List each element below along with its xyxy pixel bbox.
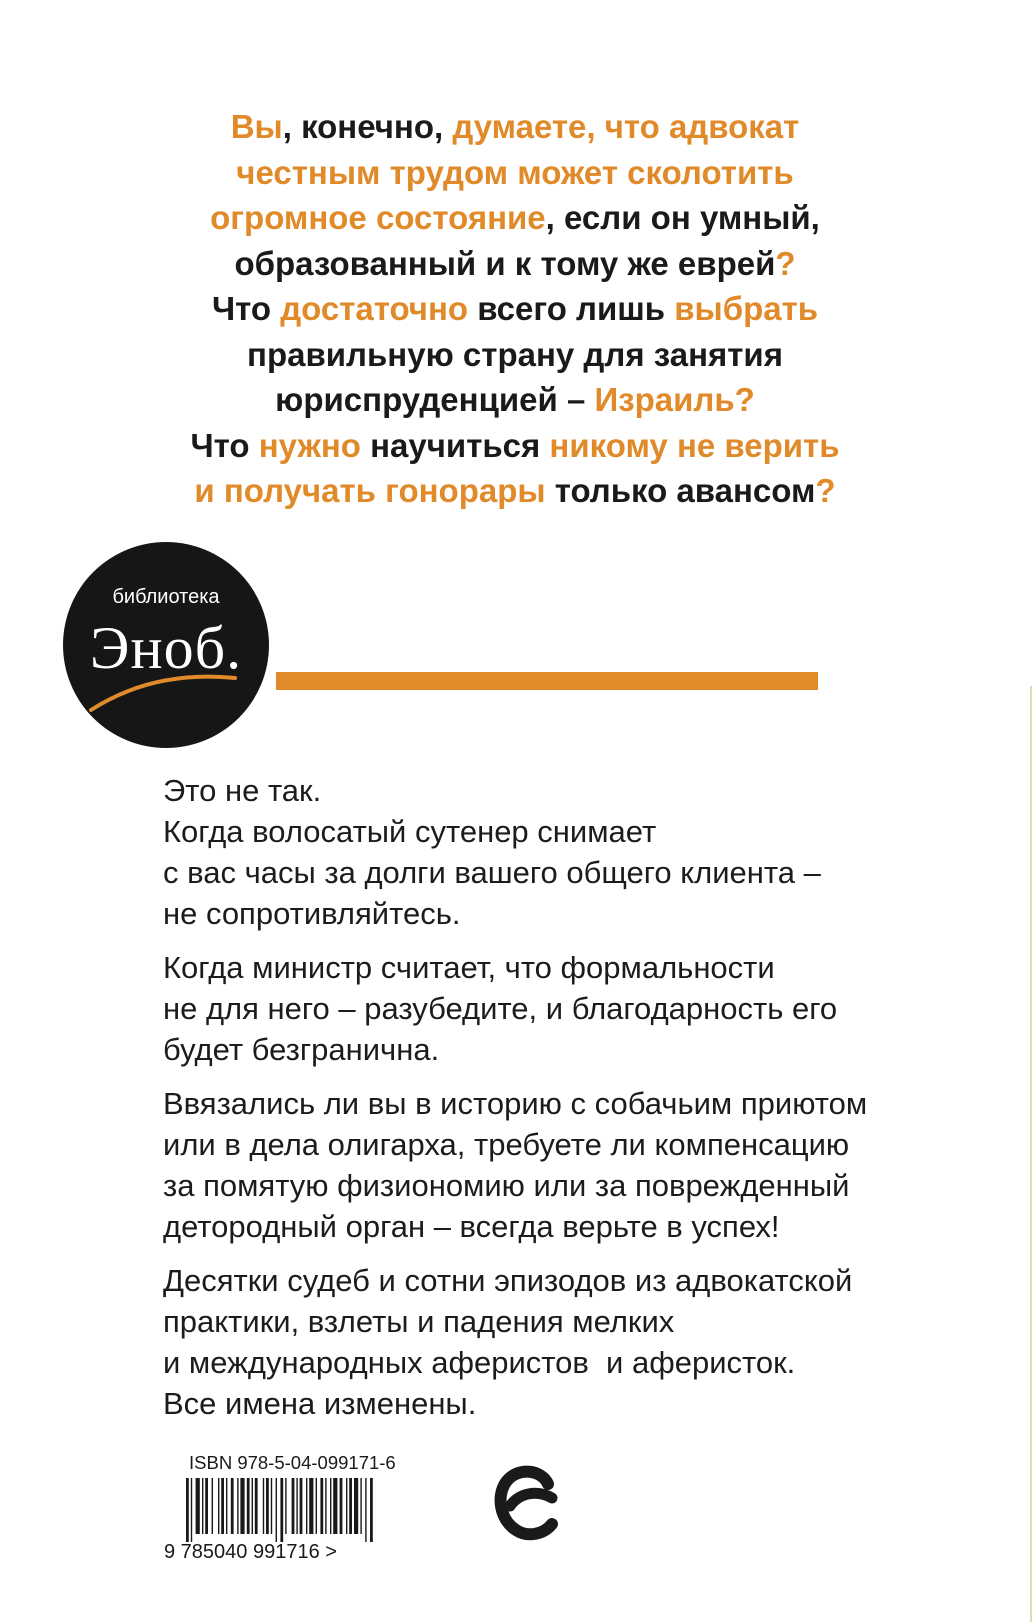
barcode-digits: 9 785040 991716 > (164, 1541, 337, 1563)
intro-line (110, 332, 920, 378)
barcode-bar (276, 1478, 277, 1542)
plain-text: Что (211, 290, 281, 327)
intro-block (110, 104, 920, 514)
logo-name: Эноб. (89, 615, 243, 681)
paragraph (163, 1260, 983, 1424)
highlighted-text: никому не верить (549, 426, 840, 464)
plain-text: образованный и к тому же еврей (234, 244, 776, 282)
barcode-bar (191, 1478, 192, 1542)
paragraph-line: Все имена изменены. (163, 1386, 477, 1421)
paragraph-line: не для него – разубедите, и благодарность его (163, 991, 838, 1026)
paragraph (163, 770, 983, 934)
logo-top-text: библиотека (112, 586, 220, 608)
barcode-bar (218, 1478, 219, 1534)
barcode (184, 1478, 434, 1542)
barcode-bar (370, 1478, 373, 1542)
barcode-bar (252, 1478, 253, 1534)
paragraph-line: Десятки судеб и сотни эпизодов из адвокатской (163, 1263, 853, 1298)
barcode-bar (309, 1478, 313, 1534)
barcode-bar (263, 1478, 264, 1534)
highlighted-text: нужно (258, 426, 361, 464)
barcode-bar (255, 1478, 258, 1534)
intro-line (110, 423, 920, 469)
intro-line (110, 286, 920, 332)
plain-text: научиться (360, 426, 550, 464)
eksmo-logo-icon (494, 1462, 560, 1546)
intro-line (110, 104, 920, 150)
barcode-bar (296, 1478, 297, 1534)
barcode-bar (333, 1478, 337, 1534)
barcode-bar (280, 1478, 283, 1542)
paragraph-line: практики, взлеты и падения мелких (163, 1304, 675, 1339)
highlighted-text: ? (815, 472, 836, 509)
intro-line (110, 377, 920, 423)
intro-line (110, 468, 920, 514)
plain-text: , конечно, (282, 108, 453, 145)
paragraph-line: Это не так. (163, 773, 322, 808)
barcode-bar (226, 1478, 227, 1534)
barcode-bar (202, 1478, 203, 1534)
barcode-bar (325, 1478, 326, 1534)
barcode-bar (300, 1478, 303, 1534)
barcode-bar (247, 1478, 250, 1534)
barcode-bar (221, 1478, 224, 1534)
highlighted-text: думаете, что адвокат (452, 108, 800, 145)
barcode-bar (365, 1478, 366, 1542)
intro-line (110, 150, 920, 196)
paragraph-line: и международных аферистов и аферисток. (163, 1345, 796, 1380)
barcode-bar (346, 1478, 347, 1534)
highlighted-text: честным трудом может сколотить (236, 153, 794, 191)
isbn-label: ISBN 978-5-04-099171-6 (189, 1452, 396, 1473)
paragraph-line: Ввязались ли вы в историю с собачьим приютом (163, 1086, 868, 1121)
plain-text: Что (190, 426, 259, 464)
orange-divider (276, 672, 818, 690)
plain-text: только авансом (545, 472, 816, 509)
snob-library-logo (63, 542, 269, 748)
barcode-bar (205, 1478, 208, 1534)
paragraph-line: Когда волосатый сутенер снимает (163, 814, 657, 849)
barcode-bar (354, 1478, 358, 1534)
highlighted-text: ? (775, 244, 796, 282)
highlighted-text: Вы (230, 108, 283, 145)
barcode-bar (330, 1478, 331, 1534)
highlighted-text: Израиль? (594, 381, 755, 418)
barcode-bar (196, 1478, 200, 1534)
highlighted-text: и получать гонорары (194, 472, 546, 509)
barcode-bar (306, 1478, 307, 1534)
logo-swoosh-icon (63, 542, 269, 748)
intro-line (110, 195, 920, 241)
highlighted-text: выбрать (674, 290, 819, 327)
paragraph-line: не сопротивляйтесь. (163, 896, 461, 931)
intro-line (110, 241, 920, 287)
barcode-bar (340, 1478, 343, 1534)
paragraph-line: за помятую физиономию или за поврежденный (163, 1168, 850, 1203)
description-text (163, 770, 983, 1437)
paragraph-line: детородный орган – всегда верьте в успех! (163, 1209, 780, 1244)
barcode-bar (360, 1478, 361, 1534)
paragraph-line: Когда министр считает, что формальности (163, 950, 775, 985)
barcode-bar (320, 1478, 323, 1534)
barcode-bar (271, 1478, 272, 1534)
paragraph-line: с вас часы за долги вашего общего клиента – (163, 855, 821, 890)
barcode-bar (212, 1478, 213, 1534)
paragraph-line: или в дела олигарха, требуете ли компенсацию (163, 1127, 850, 1162)
plain-text: всего лишь (468, 290, 675, 327)
plain-text: , если он умный, (545, 199, 820, 236)
barcode-bar (240, 1478, 244, 1534)
paragraph-line: будет безгранична. (163, 1032, 440, 1067)
barcode-bar (237, 1478, 238, 1534)
barcode-bar (316, 1478, 317, 1534)
barcode-bar (266, 1478, 269, 1534)
highlighted-text: достаточно (280, 290, 469, 327)
barcode-bar (285, 1478, 286, 1534)
barcode-bar (292, 1478, 295, 1534)
plain-text: юриспруденцией – (275, 381, 595, 418)
barcode-bar (186, 1478, 189, 1542)
barcode-bar (349, 1478, 352, 1534)
paragraph (163, 947, 983, 1070)
paragraph (163, 1083, 983, 1247)
highlighted-text: огромное состояние (210, 199, 546, 236)
plain-text: правильную страну для занятия (247, 335, 783, 373)
barcode-bar (231, 1478, 234, 1534)
